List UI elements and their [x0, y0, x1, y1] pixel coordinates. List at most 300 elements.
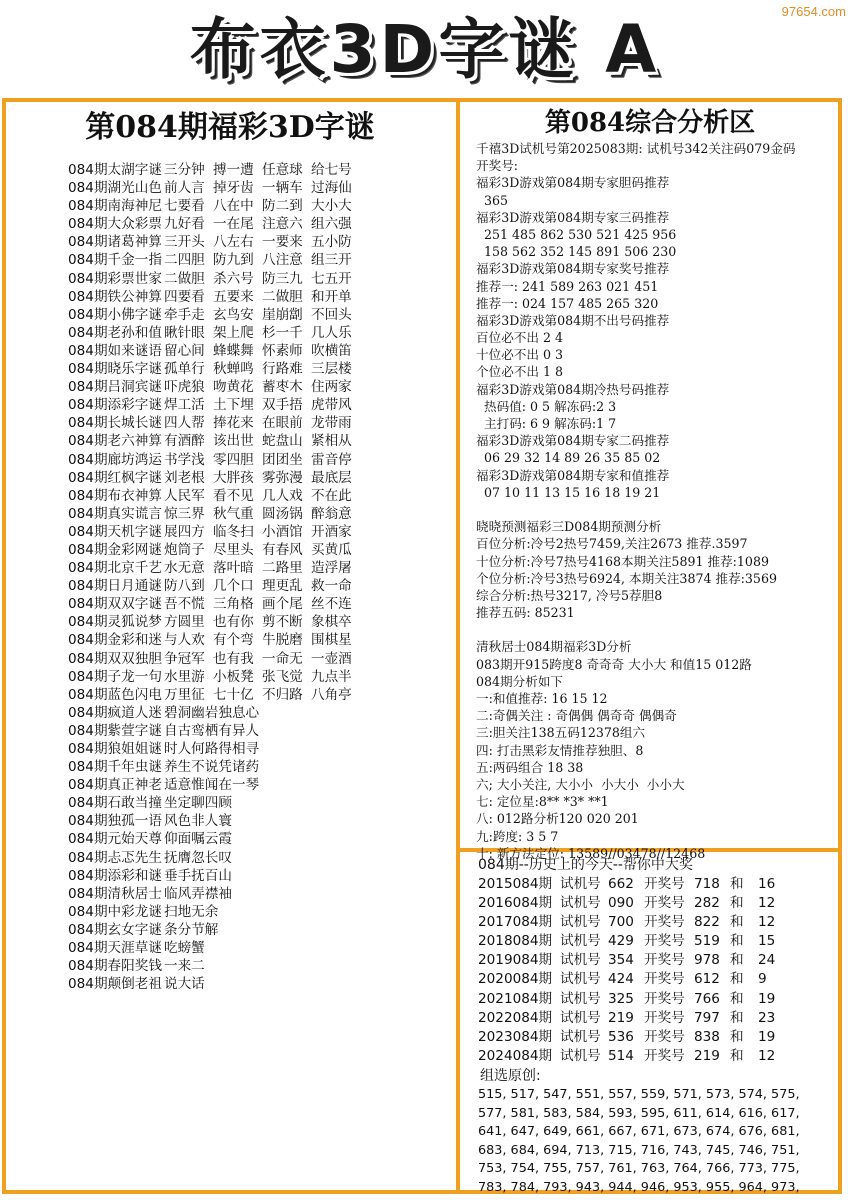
analysis-line: 晓晓预测福彩三D084期预测分析: [476, 519, 662, 535]
riddle-name: 084期老六神算: [68, 433, 162, 450]
riddle-part: 二路里: [262, 560, 303, 577]
riddle-name: 084期蓝色闪电: [68, 686, 162, 703]
analysis-line: 十: 新方法定位: 13589//03478//12468: [476, 845, 706, 861]
riddle-row: [68, 432, 458, 450]
draw-number: 519: [694, 933, 720, 950]
analysis-line: 九:跨度: 3 5 7: [476, 828, 559, 844]
history-row: [478, 970, 838, 989]
riddle-part: 秋蝉鸣: [213, 361, 254, 378]
riddle-row: [68, 451, 458, 469]
riddle-part: 大胖孩: [213, 469, 254, 486]
riddle-row: [68, 251, 458, 269]
riddle-part: 几人戏: [262, 487, 303, 504]
test-number: 325: [608, 990, 634, 1007]
riddle-row: [68, 957, 458, 975]
history-row: [478, 1028, 838, 1047]
riddle-name: 084期添彩和谜: [68, 867, 162, 884]
riddle-text: 条分节解: [164, 921, 219, 938]
riddle-part: 也有你: [213, 614, 254, 631]
riddle-part: 前人言: [164, 180, 205, 197]
riddle-text: 自古鸾栖有异人: [164, 722, 260, 739]
riddle-part: 救一命: [311, 578, 352, 595]
riddle-part: 一命无: [262, 650, 303, 667]
riddle-name: 084期太湖字谜: [68, 162, 162, 178]
test-number: 354: [608, 952, 634, 969]
riddle-part: 八注意: [262, 252, 303, 269]
sum-value: 19: [758, 990, 776, 1007]
riddle-row: [68, 541, 458, 559]
draw-number-label: 开奖号: [644, 876, 685, 892]
riddle-row: [68, 577, 458, 595]
riddle-part: 买黄瓜: [311, 541, 352, 558]
analysis-line: 158 562 352 145 891 506 230: [476, 244, 677, 260]
riddle-part: 一在尾: [213, 216, 254, 233]
test-number-label: 试机号: [560, 895, 601, 912]
draw-number-label: 开奖号: [644, 895, 685, 912]
riddle-name: 084期廊坊鸿运: [68, 451, 162, 468]
riddle-part: 防三九: [262, 270, 303, 287]
riddle-row: [68, 613, 458, 631]
riddle-part: 也有我: [213, 650, 254, 667]
draw-number: 822: [694, 914, 720, 931]
riddle-part: 吹横笛: [311, 342, 352, 359]
riddle-row: [68, 975, 458, 993]
riddle-row: [68, 740, 458, 758]
test-number-label: 试机号: [560, 876, 601, 892]
riddle-part: 有个弯: [213, 632, 254, 649]
riddle-text: 风色非人寰: [164, 813, 232, 830]
riddle-name: 084期忐忑先生: [68, 849, 162, 866]
draw-number: 718: [694, 876, 720, 892]
riddle-row: [68, 469, 458, 487]
riddle-part: 一壶酒: [311, 650, 352, 667]
riddle-name: 084期紫萱字谜: [68, 722, 162, 739]
analysis-line: 083期开915跨度8 奇奇奇 大小大 和值15 012路: [476, 656, 752, 672]
draw-number: 766: [694, 990, 720, 1007]
riddle-row: [68, 722, 458, 740]
analysis-line: 福彩3D游戏第084期专家二码推荐: [476, 433, 670, 449]
zuxuan-line: 753, 754, 755, 757, 761, 763, 764, 766, 773, 775,: [478, 1161, 800, 1177]
riddle-part: 团团坐: [262, 451, 303, 468]
riddle-name: 084期湖光山色: [68, 180, 162, 197]
riddle-part: 在眼前: [262, 415, 303, 432]
history-period: 2021084期: [478, 990, 553, 1007]
test-number: 700: [608, 914, 634, 931]
riddle-part: 不在此: [311, 487, 352, 504]
riddle-part: 防九到: [213, 252, 254, 269]
riddle-part: 焊工活: [164, 397, 205, 414]
banner-title: 布衣3D字谜 A: [189, 11, 661, 88]
riddle-part: 几人乐: [311, 324, 352, 341]
riddle-row: [68, 306, 458, 324]
riddle-part: 五要来: [213, 288, 254, 305]
riddle-part: 展四方: [164, 523, 205, 540]
analysis-line: 福彩3D游戏第084期专家奖号推荐: [476, 261, 670, 277]
test-number-label: 试机号: [560, 971, 601, 988]
riddle-row: [68, 812, 458, 830]
history-period: 2022084期: [478, 1009, 553, 1026]
test-number: 090: [608, 895, 634, 912]
analysis-line: 热码值: 0 5 解冻码:2 3: [476, 398, 617, 414]
test-number-label: 试机号: [560, 952, 601, 969]
riddle-part: 二四胆: [164, 252, 205, 269]
riddle-part: 争冠军: [164, 650, 205, 667]
riddle-name: 084期北京千艺: [68, 560, 162, 577]
riddle-part: 蛇盘山: [262, 433, 303, 450]
test-number-label: 试机号: [560, 990, 601, 1007]
riddle-name: 084期小佛字谜: [68, 306, 162, 323]
riddle-row: [68, 794, 458, 812]
riddle-part: 不归路: [262, 686, 303, 703]
history-period: 2024084期: [478, 1047, 553, 1064]
sum-label: 和: [730, 1009, 744, 1026]
history-row: [478, 913, 838, 932]
riddle-row: [68, 668, 458, 686]
analysis-line: 二:奇偶关注 : 奇偶偶 偶奇奇 偶偶奇: [476, 708, 677, 724]
sum-value: 15: [758, 933, 776, 950]
riddle-row: [68, 179, 458, 197]
riddle-part: 临冬扫: [213, 523, 254, 540]
riddle-row: [68, 939, 458, 957]
riddle-part: 龙带雨: [311, 415, 352, 432]
history-table: [478, 875, 838, 1066]
riddle-part: 杀六号: [213, 270, 254, 287]
analysis-line: [476, 621, 838, 638]
zuxuan-line: 783, 784, 793, 943, 944, 946, 953, 955, 964, 973,: [478, 1179, 800, 1195]
draw-number: 797: [694, 1009, 720, 1026]
test-number: 429: [608, 933, 634, 950]
history-title: 084期--历史上的今天--帮你中大奖: [478, 857, 693, 873]
analysis-line: 251 485 862 530 521 425 956: [476, 226, 677, 242]
analysis-section-title: 第084综合分析区: [544, 108, 756, 138]
draw-number-label: 开奖号: [644, 971, 685, 988]
sum-label: 和: [730, 933, 744, 950]
riddle-name: 084期真正神老: [68, 777, 162, 794]
draw-number-label: 开奖号: [644, 1009, 685, 1026]
riddle-part: 几个口: [213, 578, 254, 595]
zuxuan-label: 组选原创:: [480, 1067, 541, 1084]
riddle-part: 土下埋: [213, 397, 254, 414]
history-row: [478, 932, 838, 951]
riddle-row: [68, 830, 458, 848]
riddle-text: 养生不说凭诸药: [164, 759, 260, 776]
riddle-part: 八在中: [213, 198, 254, 215]
riddle-part: 蜂蝶舞: [213, 342, 254, 359]
riddle-name: 084期灵狐说梦: [68, 614, 162, 631]
riddle-part: 刘老根: [164, 469, 205, 486]
sum-value: 16: [758, 876, 776, 892]
sum-label: 和: [730, 895, 744, 912]
riddle-part: 注意六: [262, 216, 303, 233]
riddle-part: 瞅针眼: [164, 324, 205, 341]
history-row: [478, 1009, 838, 1028]
analysis-line: 365: [476, 192, 509, 208]
riddle-part: 九点半: [311, 668, 352, 685]
riddle-row: [68, 686, 458, 704]
riddle-list: [68, 161, 458, 993]
riddle-part: 留心间: [164, 342, 205, 359]
draw-number-label: 开奖号: [644, 952, 685, 969]
riddle-part: 不回头: [311, 306, 352, 323]
riddle-name: 084期日月通谜: [68, 578, 162, 595]
test-number: 536: [608, 1028, 634, 1045]
riddle-part: 看不见: [213, 487, 254, 504]
draw-number: 978: [694, 952, 720, 969]
sum-value: 12: [758, 914, 776, 931]
riddle-part: 过海仙: [311, 180, 352, 197]
riddle-part: 蓄枣木: [262, 379, 303, 396]
analysis-list: [476, 140, 838, 862]
draw-number: 219: [694, 1047, 720, 1064]
riddle-part: 水无意: [164, 560, 205, 577]
riddle-part: 防八到: [164, 578, 205, 595]
riddle-part: 搏一遭: [213, 162, 254, 178]
riddle-part: 张飞觉: [262, 668, 303, 685]
riddle-name: 084期长城长谜: [68, 415, 162, 432]
riddle-part: 四人帮: [164, 415, 205, 432]
analysis-line: [476, 501, 838, 518]
riddle-name: 084期大众彩票: [68, 216, 162, 233]
analysis-line: 八: 012路分析120 020 201: [476, 811, 639, 827]
sum-label: 和: [730, 1047, 744, 1064]
riddle-name: 084期双双独胆: [68, 650, 162, 667]
riddle-part: 一要来: [262, 234, 303, 251]
history-row: [478, 1047, 838, 1066]
riddle-text: 碧洞幽岩独息心: [164, 704, 260, 721]
riddle-part: 炮筒子: [164, 541, 205, 558]
riddle-name: 084期天机字谜: [68, 523, 162, 540]
riddle-part: 怀素师: [262, 342, 303, 359]
analysis-line: 福彩3D游戏第084期专家和值推荐: [476, 467, 670, 483]
riddle-part: 丝不连: [311, 596, 352, 613]
riddle-row: [68, 324, 458, 342]
riddle-part: 小板凳: [213, 668, 254, 685]
test-number-label: 试机号: [560, 1028, 601, 1045]
riddle-section-title: 第084期福彩3D字谜: [85, 110, 375, 145]
riddle-name: 084期千金一指: [68, 252, 162, 269]
riddle-part: 八左右: [213, 234, 254, 251]
riddle-part: 四要看: [164, 288, 205, 305]
riddle-name: 084期金彩和迷: [68, 632, 162, 649]
analysis-line: 个位分析:冷号3热号6924, 本期关注3874 推荐:3569: [476, 570, 777, 586]
riddle-part: 双手捂: [262, 397, 303, 414]
history-row: [478, 951, 838, 970]
riddle-text: 抚膺忽长叹: [164, 849, 232, 866]
riddle-part: 崖崩劏: [262, 306, 303, 323]
sum-value: 12: [758, 1047, 776, 1064]
riddle-part: 行路难: [262, 361, 303, 378]
riddle-row: [68, 487, 458, 505]
riddle-part: 防二到: [262, 198, 303, 215]
riddle-row: [68, 342, 458, 360]
riddle-name: 084期如来谜语: [68, 342, 162, 359]
history-period: 2015084期: [478, 876, 553, 892]
riddle-part: 吾不慌: [164, 596, 205, 613]
riddle-row: [68, 631, 458, 649]
riddle-part: 八角亭: [311, 686, 352, 703]
riddle-name: 084期清秋居士: [68, 885, 162, 902]
history-row: [478, 990, 838, 1009]
analysis-line: 清秋居士084期福彩3D分析: [476, 639, 632, 655]
sum-label: 和: [730, 876, 744, 892]
analysis-line: 推荐五码: 85231: [476, 605, 575, 621]
riddle-part: 水里游: [164, 668, 205, 685]
riddle-text: 扫地无余: [164, 903, 219, 920]
analysis-line: 一:和值推荐: 16 15 12: [476, 691, 608, 706]
riddle-text: 说大话: [164, 976, 205, 993]
riddle-text: 一来二: [164, 958, 205, 975]
riddle-name: 084期疯道人迷: [68, 704, 162, 721]
riddle-part: 一辆车: [262, 180, 303, 197]
draw-number-label: 开奖号: [644, 990, 685, 1007]
test-number-label: 试机号: [560, 933, 601, 950]
riddle-row: [68, 233, 458, 251]
riddle-name: 084期玄女字谜: [68, 921, 162, 938]
riddle-part: 玄鸟安: [213, 306, 254, 323]
riddle-row: [68, 360, 458, 378]
riddle-name: 084期颠倒老祖: [68, 976, 162, 993]
sum-label: 和: [730, 914, 744, 931]
analysis-line: 六; 大小关注, 大小小 小大小 小小大: [476, 776, 685, 792]
history-row: [478, 875, 838, 894]
zuxuan-line: 515, 517, 547, 551, 557, 559, 571, 573, 574, 575,: [478, 1086, 800, 1102]
riddle-row: [68, 197, 458, 215]
analysis-line: 福彩3D游戏第084期专家三码推荐: [476, 209, 670, 225]
riddle-part: 七要看: [164, 198, 205, 215]
analysis-line: 四: 打击黑彩友情推荐独胆、8: [476, 742, 644, 758]
riddle-name: 084期铁公神算: [68, 288, 162, 305]
riddle-row: [68, 867, 458, 885]
analysis-line: 十位分析:冷号7热号4168本期关注5891 推荐:1089: [476, 553, 769, 569]
riddle-part: 人民军: [164, 487, 205, 504]
riddle-part: 组六强: [311, 216, 352, 233]
riddle-part: 与人欢: [164, 632, 205, 649]
riddle-row: [68, 849, 458, 867]
riddle-part: 掉牙齿: [213, 180, 254, 197]
riddle-part: 任意球: [262, 162, 303, 178]
riddle-name: 084期红枫字谜: [68, 469, 162, 486]
history-period: 2016084期: [478, 895, 553, 912]
analysis-line: 推荐一: 024 157 485 265 320: [476, 295, 659, 311]
riddle-row: [68, 215, 458, 233]
riddle-name: 084期双双字谜: [68, 596, 162, 613]
riddle-name: 084期狼姐姐谜: [68, 741, 162, 757]
analysis-line: 七: 定位星:8** *3* **1: [476, 794, 609, 810]
analysis-line: 福彩3D游戏第084期不出号码推荐: [476, 312, 670, 328]
analysis-line: 推荐一: 241 589 263 021 451: [476, 278, 659, 294]
riddle-part: 画个尾: [262, 596, 303, 613]
riddle-part: 架上爬: [213, 324, 254, 341]
riddle-part: 三层楼: [311, 361, 352, 378]
riddle-part: 组三开: [311, 252, 352, 269]
riddle-row: [68, 161, 458, 179]
riddle-name: 084期元始天尊: [68, 831, 162, 848]
sum-value: 12: [758, 895, 776, 912]
history-period: 2023084期: [478, 1028, 553, 1045]
riddle-name: 084期南海神尼: [68, 198, 162, 215]
draw-number: 282: [694, 895, 720, 912]
riddle-part: 有春风: [262, 541, 303, 558]
riddle-part: 捧花来: [213, 415, 254, 432]
history-period: 2019084期: [478, 952, 553, 969]
riddle-part: 零四胆: [213, 451, 254, 468]
riddle-part: 三角格: [213, 596, 254, 613]
riddle-part: 二做胆: [164, 270, 205, 287]
site-watermark: 97654.com: [781, 4, 846, 19]
riddle-part: 大小大: [311, 198, 352, 215]
riddle-part: 孤单行: [164, 361, 205, 378]
history-period: 2017084期: [478, 914, 553, 931]
riddle-name: 084期诸葛神算: [68, 234, 162, 251]
riddle-part: 该出世: [213, 433, 254, 450]
riddle-part: 秋气重: [213, 505, 254, 522]
riddle-name: 084期中彩龙谜: [68, 903, 162, 920]
riddle-row: [68, 559, 458, 577]
riddle-row: [68, 921, 458, 939]
riddle-part: 象棋卒: [311, 614, 352, 631]
riddle-name: 084期添彩字谜: [68, 397, 162, 414]
draw-number-label: 开奖号: [644, 1028, 685, 1045]
riddle-part: 尽里头: [213, 541, 254, 558]
riddle-name: 084期真实谎言: [68, 505, 162, 522]
riddle-part: 有酒醉: [164, 433, 205, 450]
riddle-row: [68, 523, 458, 541]
riddle-part: 圆汤锅: [262, 505, 303, 522]
sum-value: 19: [758, 1028, 776, 1045]
riddle-row: [68, 650, 458, 668]
riddle-name: 084期晓乐字谜: [68, 361, 162, 378]
riddle-part: 牵手走: [164, 306, 205, 323]
riddle-name: 084期天涯草谜: [68, 940, 162, 957]
riddle-text: 仰面嘱云霞: [164, 831, 232, 848]
analysis-line: 084期分析如下: [476, 673, 564, 689]
riddle-row: [68, 396, 458, 414]
zuxuan-line: 577, 581, 583, 584, 593, 595, 611, 614, 616, 617,: [478, 1105, 800, 1121]
riddle-name: 084期千年虫谜: [68, 759, 162, 776]
riddle-part: 造浮屠: [311, 560, 352, 577]
riddle-row: [68, 288, 458, 306]
test-number: 424: [608, 971, 634, 988]
test-number: 662: [608, 876, 634, 892]
test-number-label: 试机号: [560, 914, 601, 931]
riddle-part: 给七号: [311, 162, 352, 178]
riddle-part: 书学浅: [164, 451, 205, 468]
draw-number-label: 开奖号: [644, 933, 685, 950]
riddle-part: 七十亿: [213, 686, 254, 703]
test-number: 514: [608, 1047, 634, 1064]
riddle-row: [68, 595, 458, 613]
riddle-name: 084期春阳奖钱: [68, 958, 162, 975]
sum-value: 9: [758, 971, 767, 988]
riddle-text: 坐定聊四顾: [164, 795, 232, 812]
history-row: [478, 894, 838, 913]
zuxuan-line: 683, 684, 694, 713, 715, 716, 743, 745, 746, 751,: [478, 1142, 800, 1158]
riddle-text: 临风弄襟袖: [164, 885, 232, 902]
riddle-name: 084期金彩网谜: [68, 541, 162, 558]
riddle-part: 牛脱磨: [262, 632, 303, 649]
riddle-part: 杉一千: [262, 324, 303, 341]
riddle-name: 084期独孤一语: [68, 813, 162, 830]
riddle-part: 雷音停: [311, 451, 352, 468]
riddle-part: 雾弥漫: [262, 469, 303, 486]
sum-label: 和: [730, 990, 744, 1007]
riddle-part: 三分钟: [164, 162, 205, 178]
analysis-line: 三:胆关注138五码12378组六: [476, 725, 646, 741]
riddle-row: [68, 704, 458, 722]
riddle-part: 吓虎狼: [164, 379, 205, 396]
analysis-line: 五:两码组合 18 38: [476, 759, 584, 775]
analysis-line: 千禧3D试机号第2025083期: 试机号342关注码079金码: [476, 141, 796, 156]
